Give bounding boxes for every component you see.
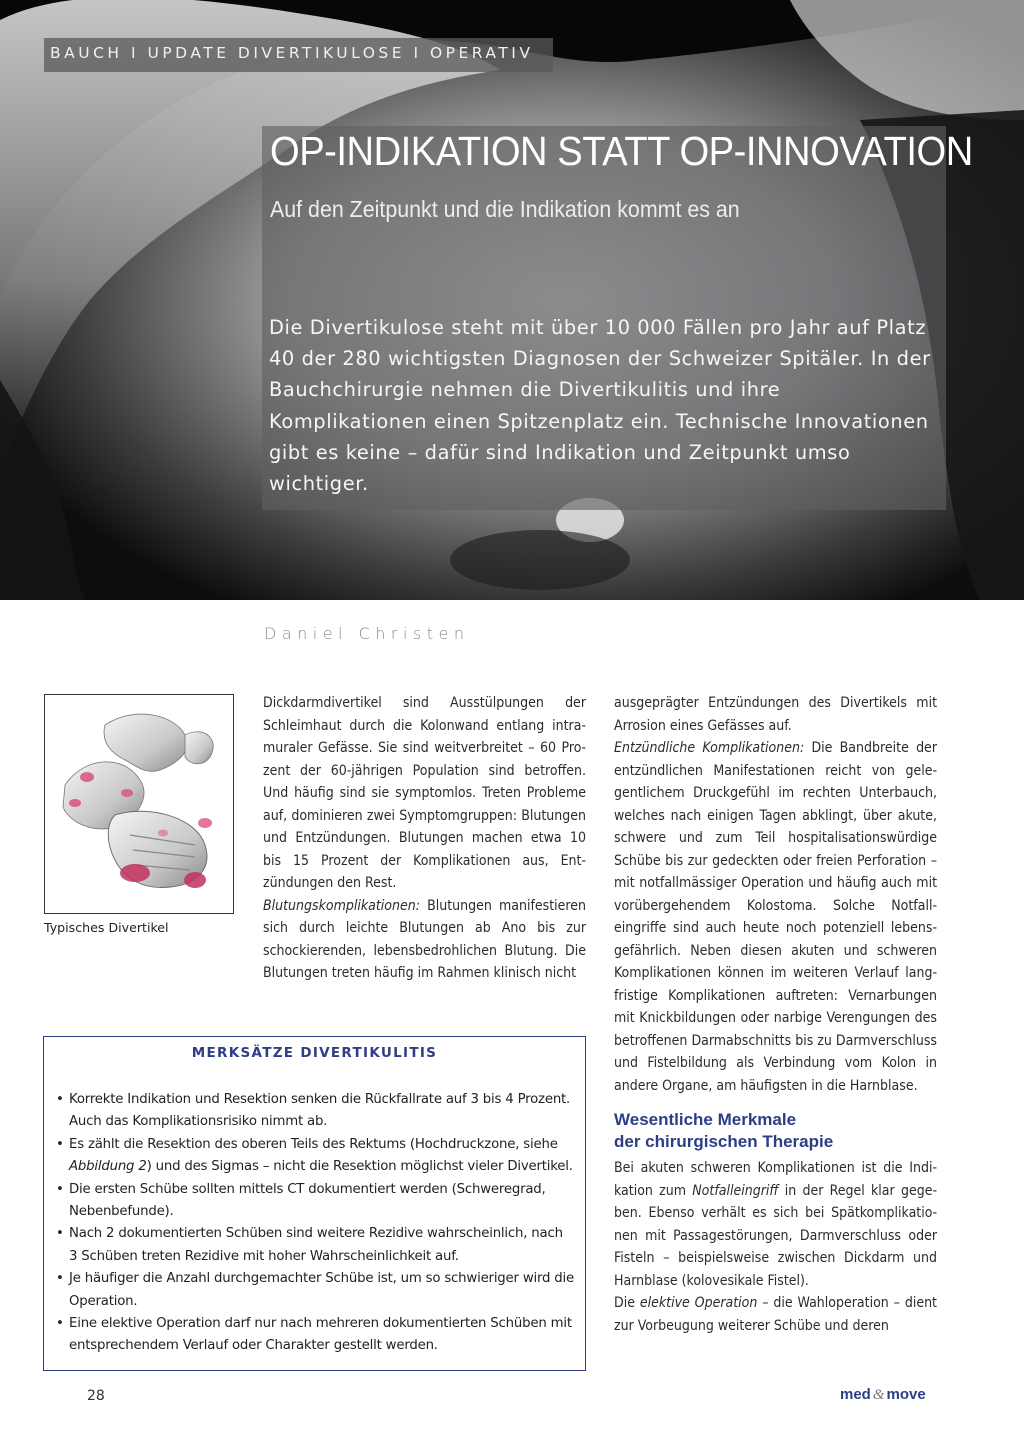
paragraph-text: Die xyxy=(614,1295,640,1311)
list-item: • Die ersten Schübe sollten mittels CT dokumentiert werden (Schweregrad, Nebenbefunde). xyxy=(56,1179,574,1224)
paragraph xyxy=(614,737,937,1097)
paragraph-text: – die Wahloperation – dient zur Vorbeugung weiterer Schübe und deren xyxy=(614,1295,937,1334)
page-number: 28 xyxy=(87,1388,105,1404)
paragraph-text: Bei akuten schweren Komplikationen ist die Indikation zum xyxy=(614,1160,937,1199)
brand-word: move xyxy=(886,1386,926,1403)
paragraph-text: Die Bandbreite der entzündlichen Manifestationen reicht von gelegentlichem Druckgefühl im rechten Unterbauch, welches nach einigen Tagen abklingt, über akute, schwere und zum Teil hospitalisationswürdige Schübe bis zur gedeckten oder freien Perforation – mit notfallmässiger Operation und häufig auch mit vorübergehendem Kolostoma. Solche Notfalleingriffe sind auch heute noch potenziell lebensgefährlich. Neben diesen akuten und schweren Komplikationen können im weiteren Verlauf langfristige Komplikationen auftreten: Vernarbungen mit Knickbildungen oder narbige Verengungen des betroffenen Darmabschnitts bis zu Darmverschluss und Fistelbildung als Verbindung vom Kolon in andere Organe, am häufigsten in die Harnblase. xyxy=(614,740,937,1094)
paragraph xyxy=(614,1157,937,1292)
brand-ampersand: & xyxy=(872,1387,885,1403)
section-heading xyxy=(614,1109,937,1153)
diverticulum-drawing xyxy=(45,695,233,913)
inline-label: Blutungskomplikationen: xyxy=(263,897,420,914)
list-item xyxy=(56,1134,574,1179)
author-name: Daniel Christen xyxy=(264,624,470,643)
emphasis: Abbildung 2 xyxy=(69,1159,147,1175)
diverticulum-illustration xyxy=(44,694,234,914)
brand-logo xyxy=(840,1386,926,1404)
lead-paragraph: Die Divertikulose steht mit über 10 000 Fällen pro Jahr auf Platz 40 der 280 wichtigsten Diagnosen der Schweizer Spitäler. In der Bauchchirurgie nehmen die Divertikulitis und ihre Komplikationen einen Spitzenplatz ein. Technische Innovationen gibt es keine – dafür sind Indikation und Zeitpunkt umso wichtiger. xyxy=(269,316,931,496)
list-item: • Nach 2 dokumentierten Schüben sind weitere Rezidive wahrscheinlich, nach 3 Schüben treten Rezidive mit hoher Wahrscheinlichkeit auf. xyxy=(56,1223,574,1268)
list-item: • Eine elektive Operation darf nur nach mehreren dokumentierten Schüben mit entsprechendem Verlauf oder Charakter gestellt werden. xyxy=(56,1313,574,1358)
paragraph xyxy=(263,895,586,985)
inline-label: Entzündliche Komplikationen: xyxy=(614,740,805,756)
paragraph-text: in der Regel klar gegeben. Ebenso verhält es sich bei Spätkomplikationen mit Passagestörungen, Darmverschluss oder Fisteln – beispielsweise zwischen Dickdarm und Harnblase (kolovesikale Fistel). xyxy=(614,1182,937,1289)
body-column-1 xyxy=(263,692,586,985)
list-item-text: Es zählt die Resektion des oberen Teils des Rektums (Hochdruckzone, siehe xyxy=(69,1136,558,1152)
list-item: • Korrekte Indikation und Resektion senken die Rückfallrate auf 3 bis 4 Prozent. Auch das Komplikationsrisiko nimmt ab. xyxy=(56,1089,574,1134)
key-points-box xyxy=(43,1036,586,1371)
paragraph: ausgeprägter Entzündungen des Divertikels mit Arrosion eines Gefässes auf. xyxy=(614,695,937,734)
list-item: • Je häufiger die Anzahl durchgemachter Schübe ist, um so schwieriger wird die Operation. xyxy=(56,1268,574,1313)
emphasis: elektive Operation xyxy=(639,1295,758,1311)
list-item-text: ) und des Sigmas – nicht die Resektion möglichst vieler Divertikel. xyxy=(146,1159,573,1175)
figure-caption: Typisches Divertikel xyxy=(44,920,169,935)
paragraph: Dickdarmdivertikel sind Ausstülpungen der Schleimhaut durch die Kolonwand entlang intramuraler Gefässe. Sie sind weitverbreitet – 60 Prozent der 60-jährigen Population sind betroffen. Und häufig sind sie symptomlos. Treten Probleme auf, dominieren zwei Symptomgruppen: Blutungen und Entzündungen. Blutungen machen etwa 10 bis 15 Prozent der Komplikationen aus, Entzündungen den Rest. xyxy=(263,695,586,891)
body-column-2 xyxy=(614,692,937,1337)
article-subtitle: Auf den Zeitpunkt und die Indikation kommt es an xyxy=(270,196,740,222)
key-points-list xyxy=(56,1089,574,1358)
heading-line: Wesentliche Merkmale xyxy=(614,1110,797,1129)
emphasis: Notfalleingriff xyxy=(692,1182,779,1199)
heading-line: der chirurgischen Therapie xyxy=(614,1132,834,1151)
section-tag: BAUCH I UPDATE DIVERTIKULOSE I OPERATIV xyxy=(44,38,553,72)
article-title: OP-INDIKATION STATT OP-INNOVATION xyxy=(270,128,973,174)
paragraph-text: Blutungen manifestieren sich durch leichte Blutungen ab Ano bis zur schockierenden, lebensbedrohlichen Blutung. Die Blutungen treten häufig im Rahmen klinisch nicht xyxy=(263,897,586,981)
paragraph xyxy=(614,1292,937,1337)
key-points-title: MERKSÄTZE DIVERTIKULITIS xyxy=(191,1045,438,1061)
brand-word: med xyxy=(840,1386,871,1403)
